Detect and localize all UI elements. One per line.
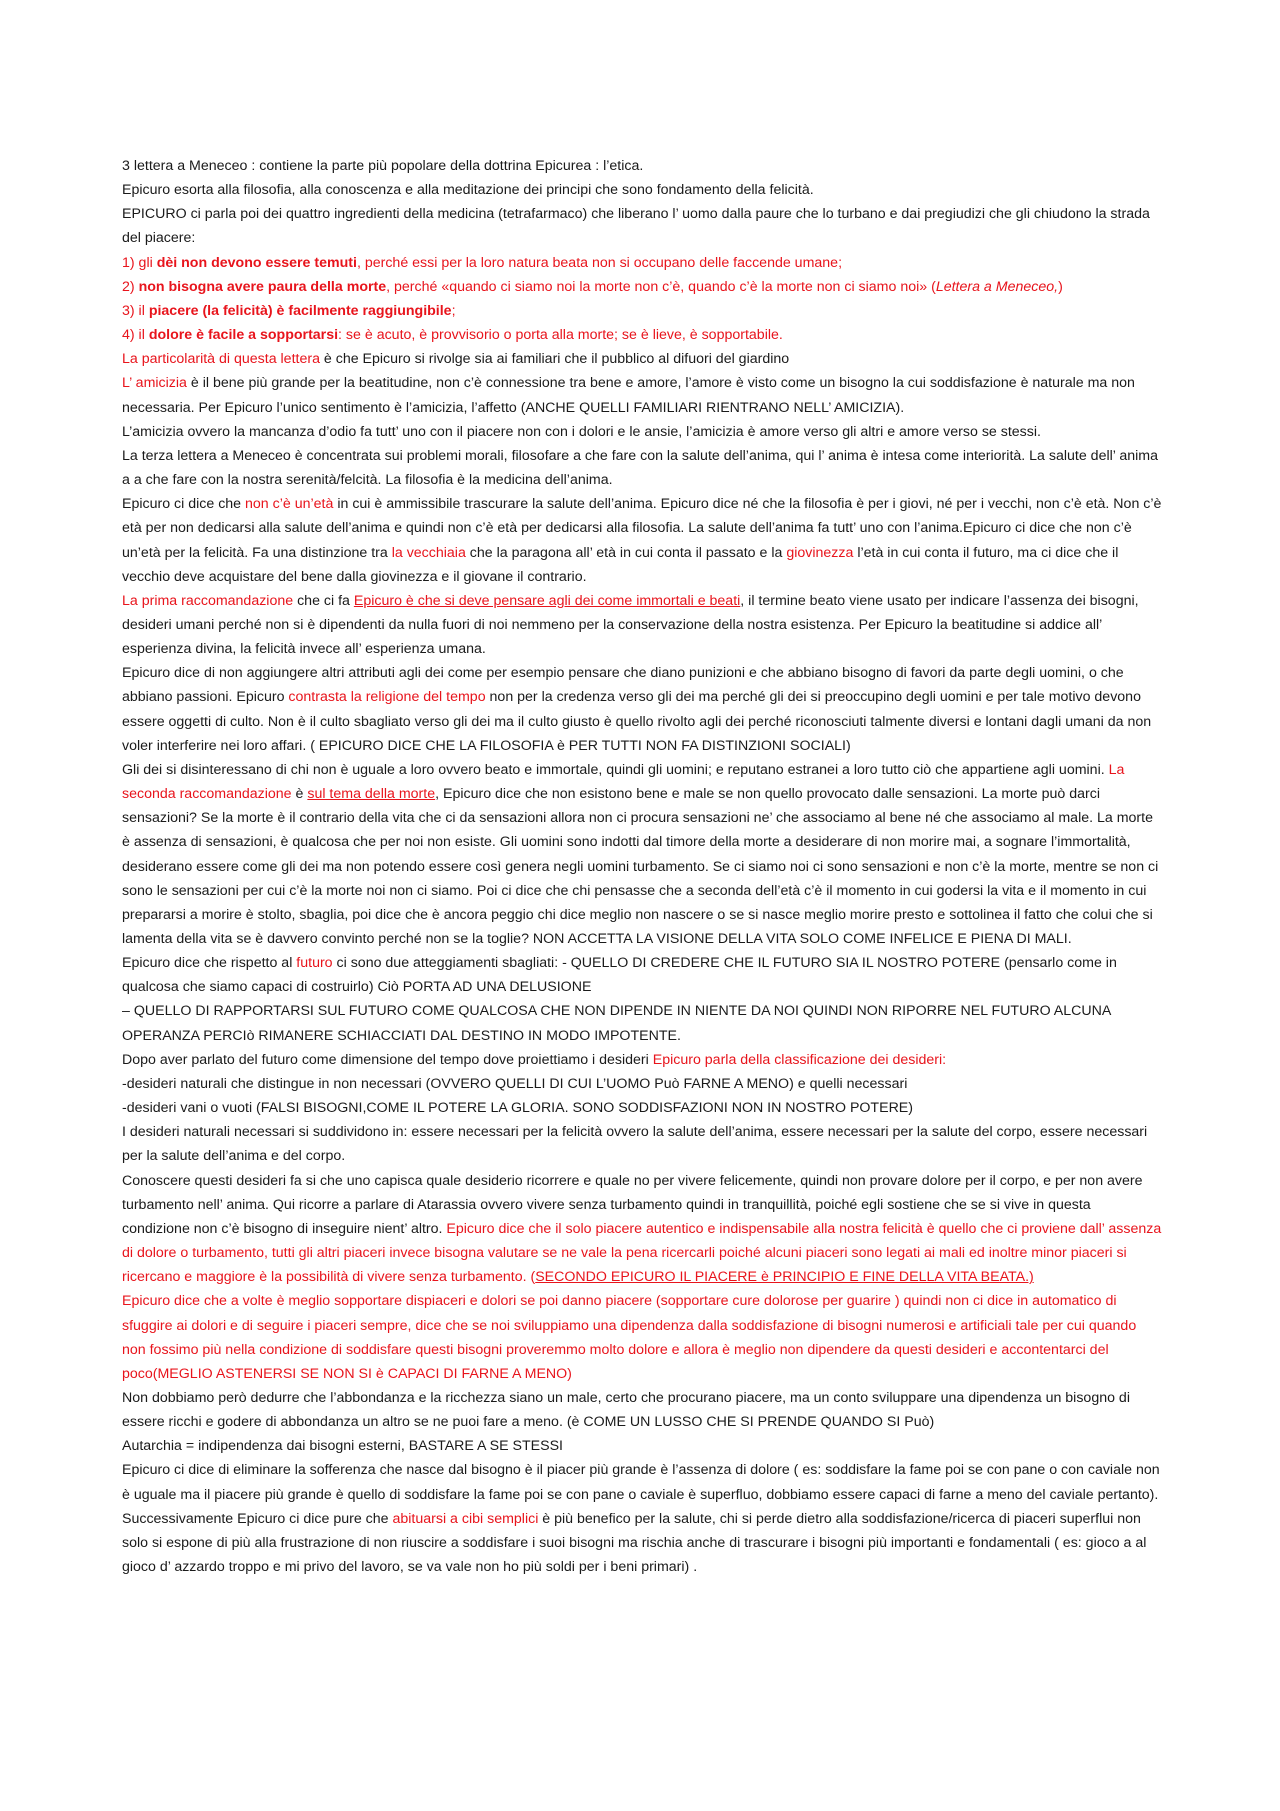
text-run: Epicuro parla della classificazione dei desideri: [652, 1051, 947, 1068]
endure-pain-paragraph [122, 1289, 1162, 1386]
text-run: la vecchiaia [391, 544, 466, 561]
soul-health-paragraph [122, 444, 1162, 492]
text-run: Conoscere questi desideri fa si che uno capisca quale desiderio ricorrere e quale no per vivere felicemente, quindi non provare dolore per il corpo, e per non avere turbamento nell’ anima. Qui ricorre a parlare di Atarassia ovvero vivere senza turbamento quindi in tranquillità, poiché egli sostiene che se si vive in questa condizione non c’è bisogno di inseguire nient’ altro. [122, 1172, 1143, 1237]
text-run: Non dobbiamo però dedurre che l’abbondanza e la ricchezza siano un male, certo che procurano piacere, ma un conto sviluppare una dipendenza un bisogno di essere ricchi e godere di abbondanza un altro se ne puoi fare a meno. (è COME UN LUSSO CHE SI PRENDE QUANDO SI Può) [122, 1389, 1130, 1431]
text-run: è che Epicuro si rivolge sia ai familiari che il pubblico al difuori del giardino [319, 351, 790, 368]
friendship-definition [122, 420, 1162, 444]
text-run: non per la credenza verso gli dei ma perché gli dei si preoccupino degli uomini e per tale motivo devono essere oggetti di culto. Non è il culto sbagliato verso gli dei ma il culto giusto è quello rivolto agli dei perché riconosciuti talmente diversi e lontani dagli umani da non voler interferire nei loro affari. ( EPICURO DICE CHE LA FILOSOFIA è PER TUTTI NON FA DISTINZIONI SOCIALI) [122, 689, 1152, 754]
text-run: Epicuro dice che a volte è meglio sopportare dispiaceri e dolori se poi danno piacere (sopportare cure dolorose per guarire ) quindi non ci dice in automatico di sfuggire ai dolori e di seguire i piaceri sempre, dice che se noi sviluppiamo una dipendenza dalla soddisfazione di bisogni numerosi e artificiali tale per cui quando non fossimo più nella condizione di soddisfare questi bisogni proveremmo molto dolore e allora è meglio non dipendere da questi desideri e accontentarci del poco(MEGLIO ASTENERSI SE NON SI è CAPACI DI FARNE A MENO) [122, 1293, 1137, 1382]
text-run: 2) [122, 278, 139, 295]
necessary-desires-paragraph [122, 1120, 1162, 1168]
text-run: l’età in cui conta il futuro, ma ci dice che il vecchio deve acquistare del bene dalla giovinezza e il giovane il contrario. [122, 544, 1119, 585]
text-run: dolore è facile a sopportarsi [148, 327, 339, 344]
text-run: Autarchia = indipendenza dai bisogni esterni, BASTARE A SE STESSI [122, 1438, 563, 1455]
future-paragraph [122, 951, 1162, 999]
text-run: EPICURO ci parla poi dei quattro ingredienti della medicina (tetrafarmaco) che liberano l’ uomo dalla paure che lo turbano e dai pregiudizi che gli chiudono la strada del piacere: [122, 206, 1150, 247]
gods-attributes-paragraph [122, 661, 1162, 758]
text-run: , perché «quando ci siamo noi la morte non c’è, quando c’è la morte non ci siamo noi» ( [386, 278, 936, 295]
text-run: Epicuro è che si deve pensare agli dei come immortali e beati [353, 592, 741, 609]
first-recommendation [122, 589, 1162, 661]
text-run: 3 lettera a Meneceo : contiene la parte più popolare della dottrina Epicurea : l’etica. [122, 158, 644, 174]
text-run: abituarsi a cibi semplici [392, 1510, 539, 1527]
desires-classification [122, 1048, 1162, 1072]
text-run: L’amicizia ovvero la mancanza d’odio fa tutt’ uno con il piacere non con i dolori e le ansie, l’amicizia è amore verso gli altri e amore verso se stessi. [122, 423, 1041, 440]
text-run: La terza lettera a Meneceo è concentrata sui problemi morali, filosofare a che fare con la salute dell’anima, qui l’ anima è intesa come interiorità. La salute dell’ anima a a che fare con la nostra serenità/felcità. La filosofia è la medicina dell’anima. [122, 447, 1158, 489]
text-run: , il termine beato viene usato per indicare l’assenza dei bisogni, desideri umani perché non si è dipendenti da nulla fuori di noi nemmeno per la conservazione della nostra esistenza. Per Epicuro la beatitudine si addice all’ esperienza divina, la felicità invece all’ esperienza umana. [122, 592, 1139, 658]
text-run: La seconda raccomandazione [122, 761, 1125, 803]
text-run: ci sono due atteggiamenti sbagliati: - QUELLO DI CREDERE CHE IL FUTURO SIA IL NOSTRO POTERE (pensarlo come in qualcosa che siamo capaci di costruirlo) Ciò PORTA AD UNA DELUSIONE [122, 955, 1117, 996]
text-run: I desideri naturali necessari si suddividono in: essere necessari per la felicità ovvero la salute dell’anima, essere necessari per la salute del corpo, essere necessari per la salute dell’anima e del corpo. [122, 1124, 1148, 1165]
text-run: Successivamente Epicuro ci dice pure che [122, 1510, 393, 1527]
text-run: Epicuro ci dice di eliminare la sofferenza che nasce dal bisogno è il piacer più grande è l’assenza di dolore ( es: soddisfare la fame poi se con pane o con caviale non è uguale ma il piacere più grande è quello di soddisfare la fame poi se con pane o caviale è superfluo, dobbiamo essere capaci di farne a meno del caviale pertanto). [122, 1462, 1160, 1503]
text-run: è più benefico per la salute, chi si perde dietro alla soddisfazione/ricerca di piaceri superflui non solo si espone di più alla frustrazione di non riuscire a soddisfare i suoi bisogni ma rischia anche di trascurare i bisogni più importanti e fondamentali ( es: gioco a al gioco d’ azzardo troppo e mi privo del lavoro, se va vale non ho più soldi per i beni primari) . [122, 1510, 1147, 1576]
intro-line [122, 154, 1162, 178]
text-run: che la paragona all’ età in cui conta il passato e la [465, 544, 787, 561]
text-run: in cui è ammissibile trascurare la salute dell’anima. Epicuro dice né che la filosofia è per i giovi, né per i vecchi, non c’è età. Non c’è età per non dedicarsi alla salute dell’anima e quindi non c’è età per dedicarsi alla filosofia. La salute dell’anima fa tutt’ uno con l’anima.Epicuro ci dice che non c’è un’età per la felicità. Fa una distinzione tra [122, 496, 1162, 561]
text-run: Dopo aver parlato del futuro come dimensione del tempo dove proiettiamo i desideri [122, 1051, 653, 1068]
remedy-1 [122, 251, 1162, 275]
text-run: Lettera a Meneceo, [935, 278, 1059, 295]
text-run: : se è acuto, è provvisorio o porta alla morte; se è lieve, è sopportabile. [338, 327, 783, 344]
text-run: -desideri naturali che distingue in non necessari (OVVERO QUELLI DI CUI L’UOMO Può FARNE A MENO) e quelli necessari [122, 1075, 908, 1092]
vain-desires-item [122, 1096, 1162, 1120]
text-run: Epicuro dice che il solo piacere autentico e indispensabile alla nostra felicità è quello che ci proviene dall’ assenza di dolore o turbamento, tutti gli altri piaceri invece bisogna valutare se ne vale la pena ricercarli poiché alcuni piaceri sono legati ai mali ed inoltre minor piaceri si ricercano e maggiore è la possibilità di vivere senza turbamento. ( [122, 1220, 1162, 1286]
document-page [122, 154, 1162, 1579]
text-run: La particolarità di questa lettera [122, 351, 320, 368]
text-run: La prima raccomandazione [122, 592, 294, 609]
text-run: SECONDO EPICURO IL PIACERE è PRINCIPIO E FINE DELLA VITA BEATA.) [535, 1269, 1034, 1286]
text-run: -desideri vani o vuoti (FALSI BISOGNI,COME IL POTERE LA GLORIA. SONO SODDISFAZIONI NON IN NOSTRO POTERE) [122, 1100, 913, 1117]
text-run: Epicuro esorta alla filosofia, alla conoscenza e alla meditazione dei principi che sono fondamento della felicità. [122, 182, 814, 199]
text-run: Gli dei si disinteressano di chi non è uguale a loro ovvero beato e immortale, quindi gli uomini; e reputano estranei a loro tutto ciò che appartiene agli uomini. [122, 761, 1109, 778]
text-run: 1) gli [122, 254, 157, 271]
letter-particularity [122, 347, 1162, 371]
remedy-2 [122, 275, 1162, 299]
text-run: 3) il [122, 302, 149, 319]
text-run: sul tema della morte [307, 786, 436, 803]
text-run: contrasta la religione del tempo [288, 689, 486, 706]
text-run: dèi non devono essere temuti [156, 254, 357, 271]
simple-food-paragraph [122, 1507, 1162, 1579]
text-run: futuro [296, 955, 333, 972]
age-paragraph [122, 492, 1162, 589]
remedy-3 [122, 299, 1162, 323]
ataraxia-paragraph [122, 1169, 1162, 1290]
text-run: Epicuro dice di non aggiungere altri attributi agli dei come per esempio pensare che diano punizioni e che abbiano bisogno di favori da parte degli uomini, o che abbiano passioni. Epicuro [122, 665, 1124, 706]
remedy-4 [122, 323, 1162, 347]
text-run: piacere (la felicità) è facilmente raggiungibile [148, 302, 452, 319]
text-run: L’ amicizia [122, 375, 187, 392]
exhortation-line [122, 178, 1162, 202]
text-run: è [291, 786, 308, 803]
friendship-paragraph [122, 371, 1162, 419]
tetrapharmakos-intro [122, 202, 1162, 250]
natural-desires-item [122, 1072, 1162, 1096]
death-paragraph [122, 758, 1162, 951]
text-run: che ci fa [293, 592, 354, 609]
text-run: Epicuro dice che rispetto al [122, 955, 297, 972]
text-run: giovinezza [786, 544, 854, 561]
text-run: , Epicuro dice che non esistono bene e male se non quello provocato dalle sensazioni. La morte può darci sensazioni? Se la morte è il contrario della vita che ci da sensazioni allora non ci procura sensazioni ne’ che associamo al bene né che associamo al male. La morte è assenza di sensazioni, è qualcosa che per noi non esiste. Gli uomini sono indotti dal timore della morte a desiderare di non morire mai, a sognare l’immortalità, desiderano essere come gli dei ma non potendo essere così genera negli uomini turbamento. Se ci siamo noi ci sono sensazioni e non c’è la morte, mentre se non ci sono le sensazioni per cui c’è la morte noi non ci siamo. Poi ci dice che chi pensasse che a seconda dell’età c’è il momento in cui godersi la vita e il momento in cui prepararsi a morire è stolto, sbaglia, poi dice che è ancora peggio chi dice meglio non nascere o se si nasce meglio morire presto e sottolinea il fatto che colui che si lamenta della vita se è davvero convinto perché non se la toglie? NON ACCETTA LA VISIONE DELLA VITA SOLO COME INFELICE E PIENA DI MALI. [122, 786, 1159, 947]
text-run: ; [451, 302, 456, 319]
text-run: è il bene più grande per la beatitudine, non c’è connessione tra bene e amore, l’amore è visto come un bisogno la cui soddisfazione è naturale ma non necessaria. Per Epicuro l’unico sentimento è l’amicizia, l’affetto (ANCHE QUELLI FAMILIARI RIENTRANO NELL’ AMICIZIA). [122, 375, 1135, 416]
text-run: non bisogna avere paura della morte [138, 278, 387, 295]
suffering-paragraph [122, 1458, 1162, 1506]
text-run: non c’è un’età [245, 496, 334, 513]
autarchy-definition [122, 1434, 1162, 1458]
text-run: – QUELLO DI RAPPORTARSI SUL FUTURO COME QUALCOSA CHE NON DIPENDE IN NIENTE DA NOI QUINDI NON RIPORRE NEL FUTURO ALCUNA OPERANZA PERCIò RIMANERE SCHIACCIATI DAL DESTINO IN MODO IMPOTENTE. [122, 1003, 1111, 1044]
wealth-paragraph [122, 1386, 1162, 1434]
text-run: , perché essi per la loro natura beata non si occupano delle faccende umane; [356, 254, 843, 271]
text-run: 4) il [122, 327, 149, 344]
future-second-attitude [122, 999, 1162, 1047]
text-run: ) [1058, 278, 1063, 295]
text-run: Epicuro ci dice che [122, 496, 246, 513]
